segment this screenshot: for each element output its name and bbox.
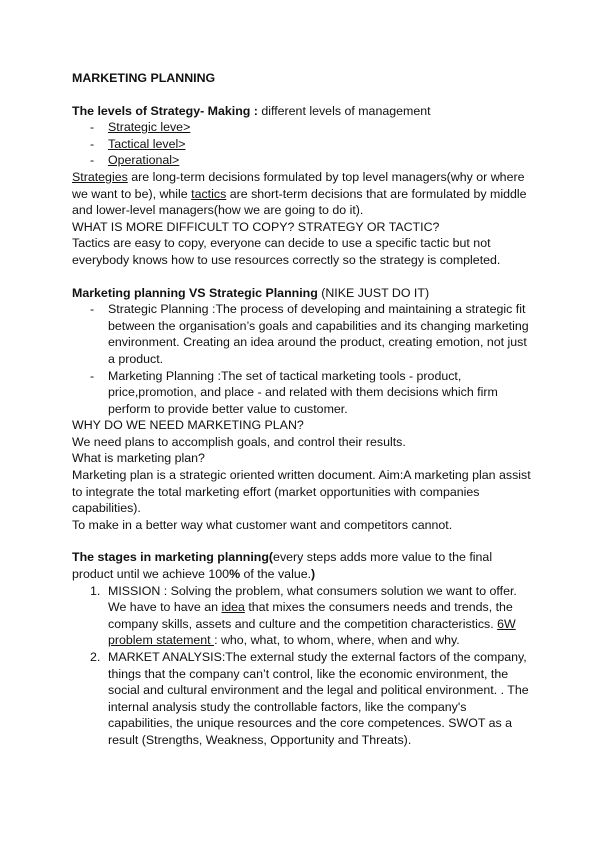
level-operational: Operational> [108,153,180,168]
item-number: 1. [90,583,101,598]
stages-list [72,583,532,749]
question-copy: WHAT IS MORE DIFFICULT TO COPY? STRATEGY OR TACTIC? [72,219,440,234]
text-run: MARKET ANALYSIS:The external study the external factors of the company, things that the company can’t control, like the economic environment, the social and cultural environment and the legal and political environment. . The internal analysis study the controllable factors, like the company's capabilities, the unique resources and the core competences. SWOT as a result (Strengths, Weakness, Opportunity and Threats). [108,650,529,747]
list-item [72,119,532,136]
text-run: are short-term decisions that are formulated by middle and lower-level managers(how we are going to do it). [72,186,527,218]
question-what-plan: What is marketing plan? [72,451,205,466]
planning-list [72,301,532,417]
answer-need-plan: We need plans to accomplish goals, and control their results. [72,434,406,449]
section-planning-heading [72,285,532,302]
heading-end: of the value. [240,567,312,582]
strategies-term: Strategies [72,169,128,184]
list-item [72,136,532,153]
heading-rest: (NIKE JUST DO IT) [317,285,430,300]
answer-what-plan: Marketing plan is a strategic oriented written document. Aim:A marketing plan assist to integrate the total marketing effort (market opportunities with companies capabilities). [72,468,531,516]
answer-copy: Tactics are easy to copy, everyone can decide to use a specific tactic but not everybody knows how to use resources correctly so the strategy is completed. [72,236,501,267]
spacer [72,533,532,549]
section-levels-heading [72,103,532,120]
text-run: that mixes the consumers needs and trends, the company skills, assets and culture and the competition characteristics. [108,600,513,631]
document-page [72,70,532,749]
list-item [72,649,532,749]
six-w-term: 6W problem statement [108,616,516,648]
heading-close: ) [311,567,316,582]
tactics-term: tactics [191,186,227,201]
level-tactical: Tactical level> [108,136,186,151]
heading-rest: different levels of management [257,103,431,118]
list-item [72,152,532,169]
heading-percent: % [229,567,241,582]
heading-bold: Marketing planning VS Strategic Planning [72,285,318,300]
strategies-paragraph [72,169,532,219]
heading-bold: The levels of Strategy- Making : [72,103,258,118]
text-run: : who, what, to whom, where, when and why. [214,633,460,648]
spacer [72,269,532,285]
question-need-plan: WHY DO WE NEED MARKETING PLAN? [72,418,304,433]
page-title: MARKETING PLANNING [72,71,216,85]
answer-better-way: To make in a better way what customer want and competitors cannot. [72,517,453,532]
item-number: 2. [90,650,101,664]
heading-rest: every steps adds more value to the final product until we achieve 100 [72,550,493,582]
level-strategic: Strategic leve> [108,120,191,135]
heading-bold: The stages in marketing planning( [72,550,274,565]
text-run: are long-term decisions formulated by top level managers(why or where we want to be), while [72,169,525,201]
list-item: - Strategic Planning :The process of developing and maintaining a strategic fit between the organisation’s goals and capabilities and its changing marketing environment. Creating an idea around the product, creating emotion, not just a product. [72,301,532,367]
list-item: - Marketing Planning :The set of tactical marketing tools - product, price,promotion, and place - and related with them decisions which firm perform to provide better value to customer. [72,368,532,418]
idea-term: idea [221,600,245,615]
list-item [72,583,532,649]
section-stages-heading [72,549,532,582]
text-run: MISSION : Solving the problem, what consumers solution we want to offer. We have to have an [108,583,517,615]
levels-list [72,119,532,169]
